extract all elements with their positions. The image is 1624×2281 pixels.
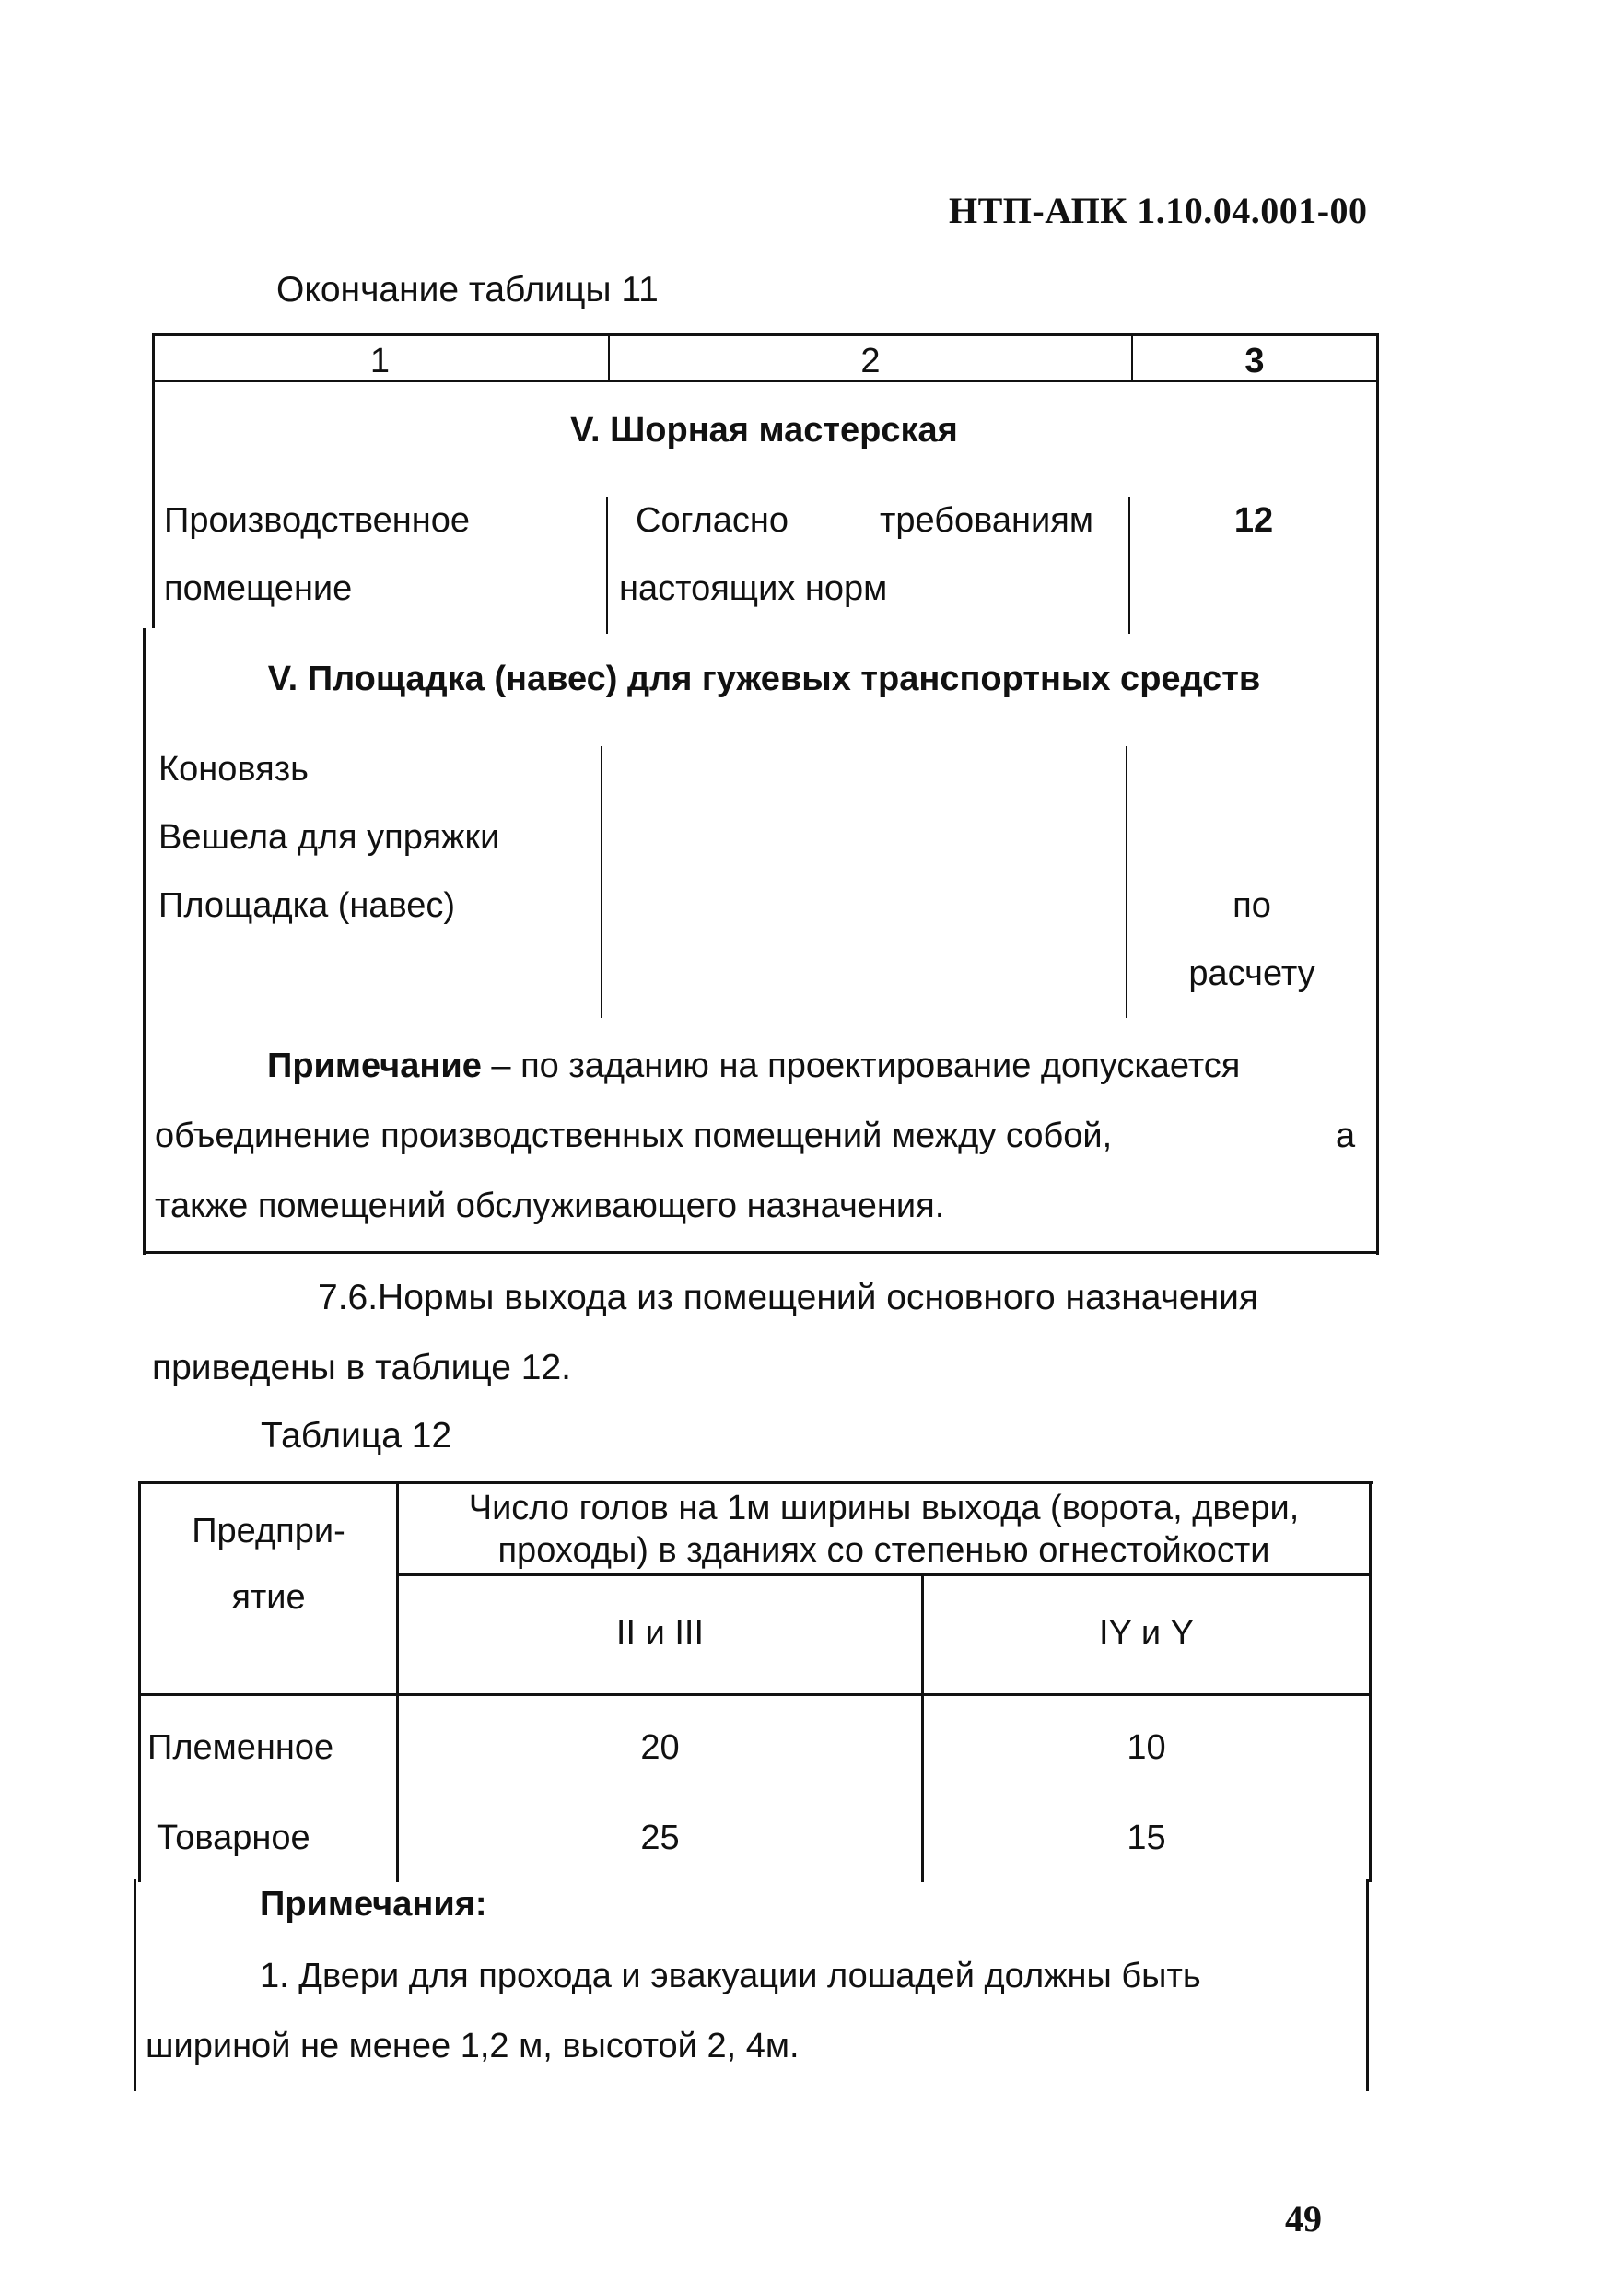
paragraph-7-6-line1: 7.6.Нормы выхода из помещений основного назначения (318, 1278, 1259, 1317)
table12-row2-name: Товарное (157, 1819, 310, 1857)
table11-section-title-2: V. Площадка (навес) для гужевых транспортных средств (267, 660, 1261, 698)
table12-notes-left-border (134, 1879, 136, 2091)
table12-notes-title: Примечания: (260, 1885, 487, 1924)
table12-head-col1-line1: Предпри- (192, 1512, 345, 1550)
table12-row1-value2: 10 (1127, 1728, 1166, 1767)
table12-right-border (1369, 1481, 1372, 1882)
document-code: НТП-АПК 1.10.04.001-00 (949, 190, 1368, 231)
table11-note-line3: также помещений обслуживающего назначения. (155, 1187, 945, 1225)
table11-row2-divider-1 (601, 746, 602, 1018)
table12-note1-line2: шириной не менее 1,2 м, высотой 2, 4м. (146, 2027, 800, 2065)
table11-right-border (1376, 333, 1379, 1255)
table12-row2-value2: 15 (1127, 1819, 1166, 1857)
table12-head-span-line1: Число голов на 1м ширины выхода (ворота, двери, (468, 1489, 1300, 1527)
table11-row1-divider-2 (1128, 497, 1130, 634)
page-number: 49 (1285, 2198, 1322, 2240)
table11-note-label: Примечание (267, 1047, 482, 1085)
table11-left-border-lower (143, 628, 146, 1255)
table11-note-text-1: – по заданию на проектирование допускается (481, 1047, 1241, 1085)
table11-caption: Окончание таблицы 11 (276, 270, 659, 310)
table12-header-bottom-border (138, 1693, 1371, 1696)
table12-row1-name: Племенное (147, 1728, 334, 1767)
table11-row1-col2-line2: настоящих норм (619, 569, 888, 608)
table12-top-border (138, 1481, 1373, 1484)
table11-note-line1 (267, 1032, 1240, 1100)
table12-row2-value1: 25 (640, 1819, 680, 1857)
table12-head-col1-line2: ятие (231, 1578, 306, 1617)
table11-row2-item-1: Коновязь (158, 750, 309, 789)
table11-row1-divider-1 (606, 497, 608, 634)
table11-col-header-1: 1 (369, 342, 391, 380)
table12-row1-value1: 20 (640, 1728, 680, 1767)
table11-row1-col2-line1b: требованиям (880, 501, 1093, 540)
table12-span-bottom-border (396, 1573, 1371, 1576)
table12-caption: Таблица 12 (261, 1416, 452, 1456)
table12-subheader-2: IY и Y (1099, 1614, 1194, 1653)
table11-bottom-border (143, 1251, 1379, 1254)
table12-subheader-1: II и III (615, 1614, 705, 1653)
table11-row1-col3: 12 (1233, 501, 1274, 540)
table11-row2-item-3: Площадка (навес) (158, 886, 456, 925)
paragraph-7-6-line2: приведены в таблице 12. (152, 1348, 571, 1387)
table11-row2-col3-line1: по (1233, 886, 1271, 925)
table11-row2-item-2: Вешела для упряжки (158, 818, 500, 857)
table11-section-title-1: V. Шорная мастерская (570, 411, 958, 450)
table11-col-header-2: 2 (860, 342, 881, 380)
table11-row1-col1-line1: Производственное (164, 501, 470, 540)
table11-note-line2b: а (1336, 1117, 1356, 1155)
table11-note-line2a: объединение производственных помещений между собой, (155, 1117, 1113, 1155)
table11-row2-col3-line2: расчету (1188, 954, 1315, 993)
table11-row1-col2-line1a: Согласно (636, 501, 789, 540)
table12-notes-right-border (1366, 1879, 1369, 2091)
table11-col-header-3: 3 (1244, 342, 1265, 380)
table11-row1-col1-line2: помещение (164, 569, 353, 608)
table12-note1-line1: 1. Двери для прохода и эвакуации лошадей должны быть (260, 1957, 1201, 1995)
table12-head-span-line2: проходы) в зданиях со степенью огнестойкости (497, 1531, 1270, 1570)
